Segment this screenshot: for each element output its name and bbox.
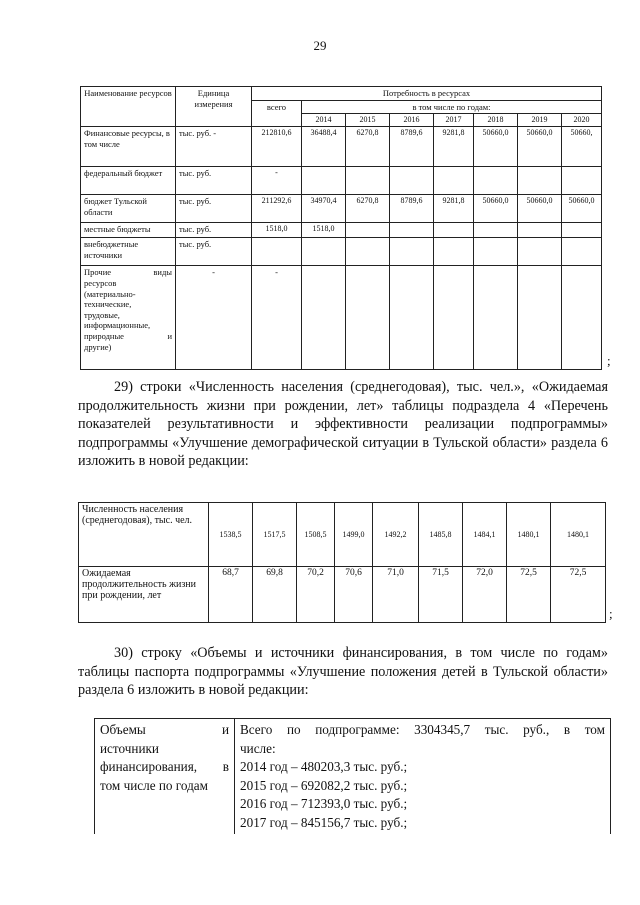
row-total: 212810,6 [252,127,302,167]
cell [562,223,602,238]
cell: 36488,4 [302,127,346,167]
cell [518,167,562,195]
cell: 1499,0 [335,503,373,567]
cell [346,266,390,370]
row-label: Численность населения (среднегодовая), тыс. чел. [79,503,209,567]
cell: 8789,6 [390,127,434,167]
cell [518,238,562,266]
cell [390,223,434,238]
cell: 71,0 [373,567,419,623]
cell [390,167,434,195]
row-total: - [252,266,302,370]
financing-label: Объемы и источники финансирования, в том числе по годам [95,719,235,835]
cell [434,238,474,266]
cell: 72,5 [551,567,606,623]
cell [346,167,390,195]
header-total: всего [252,100,302,127]
semicolon: ; [607,353,611,368]
financing-table [94,718,611,834]
indicators-table [78,502,606,623]
cell: 34970,4 [302,195,346,223]
cell [434,167,474,195]
cell [302,238,346,266]
row-unit: тыс. руб. - [176,127,252,167]
page-number: 29 [313,38,327,53]
cell: 6270,8 [346,127,390,167]
header-by-year: в том числе по годам: [302,100,602,114]
cell [390,238,434,266]
table-row [81,195,602,223]
cell [474,223,518,238]
cell [302,266,346,370]
financing-values: Всего по подпрограмме: 3304345,7 тыс. руб., в том числе: 2014 год – 480203,3 тыс. руб.; 2015 год – 692082,2 тыс. руб.; 2016 год – 712393,0 тыс. руб.; 2017 год – 845156,7 тыс. руб.; [235,719,611,835]
cell [474,238,518,266]
table-row [81,266,602,370]
year-2020: 2020 [562,114,602,127]
cell: 71,5 [419,567,463,623]
paragraph-30: 30) строку «Объемы и источники финансирования, в том числе по годам» таблицы паспорта подпрограммы «Улучшение положения детей в Тульской области» раздела 6 изложить в новой редакции: [78,645,608,699]
row-total: - [252,167,302,195]
cell: 1517,5 [253,503,297,567]
cell: 6270,8 [346,195,390,223]
cell: 50660,0 [474,127,518,167]
table-row [81,223,602,238]
cell: 50660,0 [518,195,562,223]
cell: 1480,1 [551,503,606,567]
semicolon: ; [609,606,613,621]
cell: 50660,0 [518,127,562,167]
cell [562,167,602,195]
cell: 72,5 [507,567,551,623]
cell [518,223,562,238]
row-unit: тыс. руб. [176,195,252,223]
table-row [81,238,602,266]
cell [434,266,474,370]
cell [390,266,434,370]
year-2019: 2019 [518,114,562,127]
row-name: Финансовые ресурсы, в том числе [81,127,176,167]
row-name: внебюджетные источники [81,238,176,266]
row-unit: тыс. руб. [176,223,252,238]
cell: 9281,8 [434,127,474,167]
cell [562,266,602,370]
cell: 1480,1 [507,503,551,567]
header-unit: Единица измерения [176,87,252,127]
paragraph-29: 29) строки «Численность населения (среднегодовая), тыс. чел.», «Ожидаемая продолжительность жизни при рождении, лет» таблицы подраздела 4 «Перечень показателей результативности и эффективности реализации подпрограммы» подпрограммы «Улучшение демографической ситуации в Тульской области» раздела 6 изложить в новой редакции: [78,379,608,470]
row-name: местные бюджеты [81,223,176,238]
cell: 1518,0 [302,223,346,238]
year-2017: 2017 [434,114,474,127]
cell: 70,2 [297,567,335,623]
row-total: 1518,0 [252,223,302,238]
cell [302,167,346,195]
cell: 70,6 [335,567,373,623]
cell [434,223,474,238]
cell: 1485,8 [419,503,463,567]
year-2018: 2018 [474,114,518,127]
table-row [81,167,602,195]
row-unit: тыс. руб. [176,167,252,195]
cell [562,238,602,266]
cell: 8789,6 [390,195,434,223]
cell [474,167,518,195]
table-row [79,503,606,567]
cell: 1492,2 [373,503,419,567]
cell: 68,7 [209,567,253,623]
cell: 1538,5 [209,503,253,567]
row-unit: - [176,266,252,370]
row-name: бюджет Тульской области [81,195,176,223]
cell [518,266,562,370]
row-total: 211292,6 [252,195,302,223]
cell [346,238,390,266]
row-name: федеральный бюджет [81,167,176,195]
row-unit: тыс. руб. [176,238,252,266]
cell: 50660, [562,127,602,167]
year-2016: 2016 [390,114,434,127]
row-total [252,238,302,266]
cell [474,266,518,370]
cell: 72,0 [463,567,507,623]
cell: 50660,0 [474,195,518,223]
year-2015: 2015 [346,114,390,127]
cell: 69,8 [253,567,297,623]
row-name-other: Прочие виды ресурсов (материально- технические, трудовые, информационные, природные и другие) [81,266,176,370]
cell: 9281,8 [434,195,474,223]
header-resource-name: Наименование ресурсов [81,87,176,127]
cell [346,223,390,238]
cell: 1508,5 [297,503,335,567]
table-row [79,567,606,623]
cell: 50660,0 [562,195,602,223]
row-label: Ожидаемая продолжительность жизни при рождении, лет [79,567,209,623]
table-row [81,127,602,167]
table-row [95,719,611,835]
cell: 1484,1 [463,503,507,567]
year-2014: 2014 [302,114,346,127]
header-need: Потребность в ресурсах [252,87,602,101]
resources-table [80,86,602,370]
